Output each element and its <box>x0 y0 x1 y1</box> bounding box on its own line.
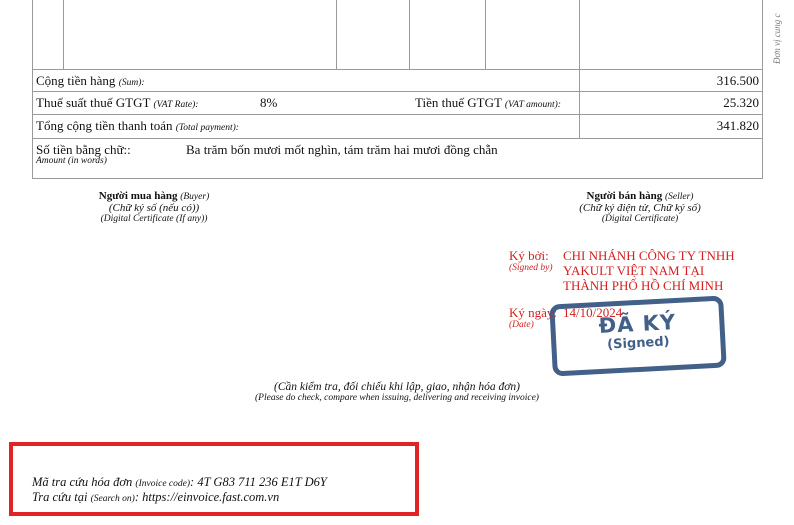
sign-date-label: Ký ngày: <box>509 305 558 320</box>
words-label: Số tiền bằng chữ:: <box>36 142 131 157</box>
invoice-code-label-en: (Invoice code) <box>135 479 191 489</box>
signed-by-name-1: CHI NHÁNH CÔNG TY TNHH <box>563 248 735 263</box>
total-label-en: (Total payment): <box>175 123 239 133</box>
check-note-en: (Please do check, compare when issuing, delivering and receiving invoice) <box>255 393 539 403</box>
total-label <box>36 118 239 134</box>
vat-amount-value: 25.320 <box>723 95 759 110</box>
seller-title-en: (Seller) <box>664 192 694 202</box>
sign-date-value: 14/10/2024 <box>563 305 623 320</box>
sum-value: 316.500 <box>716 73 759 88</box>
row-line-1 <box>32 69 763 70</box>
search-site-link[interactable]: https://einvoice.fast.com.vn <box>142 490 280 504</box>
sum-label-en: (Sum): <box>118 78 145 88</box>
table-right-border <box>762 0 763 179</box>
buyer-title-vi: Người mua hàng <box>98 190 178 202</box>
buyer-line2: (Digital Certificate (If any)) <box>100 214 208 224</box>
signed-by-label: Ký bởi: <box>509 248 549 263</box>
col-line-4 <box>485 0 486 69</box>
vat-amount-label-vi: Tiền thuế GTGT <box>415 95 502 110</box>
stamp-main-text: ĐÃ KÝ <box>597 310 677 339</box>
col-line-2 <box>336 0 337 69</box>
buyer-line1: (Chữ ký số (nếu có)) <box>108 202 200 214</box>
invoice-code-value: 4T G83 711 236 E1T D6Y <box>197 475 327 489</box>
vat-amount-label <box>415 95 561 111</box>
buyer-block <box>24 190 284 224</box>
sum-label <box>36 73 145 89</box>
row-line-4 <box>32 138 763 139</box>
side-vertical-text: Đơn vị cung c <box>772 13 782 64</box>
seller-title <box>510 190 770 202</box>
signed-by-name-3: THÀNH PHỐ HỒ CHÍ MINH <box>563 278 724 293</box>
seller-block <box>510 190 770 224</box>
row-line-3 <box>32 114 763 115</box>
vat-rate-label <box>36 95 198 111</box>
sum-label-vi: Cộng tiền hàng <box>36 73 116 88</box>
seller-line1: (Chữ ký điện tử, Chữ ký số) <box>579 202 701 214</box>
buyer-title-en: (Buyer) <box>180 192 210 202</box>
stamp-sub-text: (Signed) <box>606 334 670 353</box>
signed-by-name-2: YAKULT VIỆT NAM TẠI <box>563 263 705 278</box>
vat-amount-label-en: (VAT amount): <box>504 100 561 110</box>
vat-rate-label-en: (VAT Rate): <box>153 100 199 110</box>
vat-rate-label-vi: Thuế suất thuế GTGT <box>36 95 151 110</box>
total-label-vi: Tổng cộng tiền thanh toán <box>36 118 173 133</box>
invoice-code-label: Mã tra cứu hóa đơn <box>32 475 133 489</box>
col-line-3 <box>409 0 410 69</box>
table-left-border <box>32 0 33 179</box>
row-line-2 <box>32 91 763 92</box>
total-value: 341.820 <box>716 118 759 133</box>
words-label-en: Amount (in words) <box>36 156 107 166</box>
vat-rate-value: 8% <box>260 95 278 110</box>
signed-by-label-en: (Signed by) <box>509 263 553 273</box>
buyer-title <box>24 190 284 202</box>
search-site-label: Tra cứu tại <box>32 490 88 504</box>
col-line-1 <box>63 0 64 69</box>
check-note-vi: (Cần kiểm tra, đối chiếu khi lập, giao, nhận hóa đơn) <box>273 381 520 393</box>
search-site-line: Tra cứu tại (Search on): https://einvoice.fast.com.vn <box>32 490 280 504</box>
search-site-label-en: (Search on) <box>90 494 135 504</box>
seller-line2: (Digital Certificate) <box>601 214 679 224</box>
check-note <box>0 381 794 403</box>
seller-title-vi: Người bán hàng <box>586 190 663 202</box>
table-bottom-border <box>32 178 763 179</box>
invoice-code-line: Mã tra cứu hóa đơn (Invoice code): 4T G83 711 236 E1T D6Y <box>32 475 327 489</box>
words-value: Ba trăm bốn mươi mốt nghìn, tám trăm hai mươi đồng chẵn <box>186 142 498 157</box>
sign-date-label-en: (Date) <box>509 320 534 330</box>
